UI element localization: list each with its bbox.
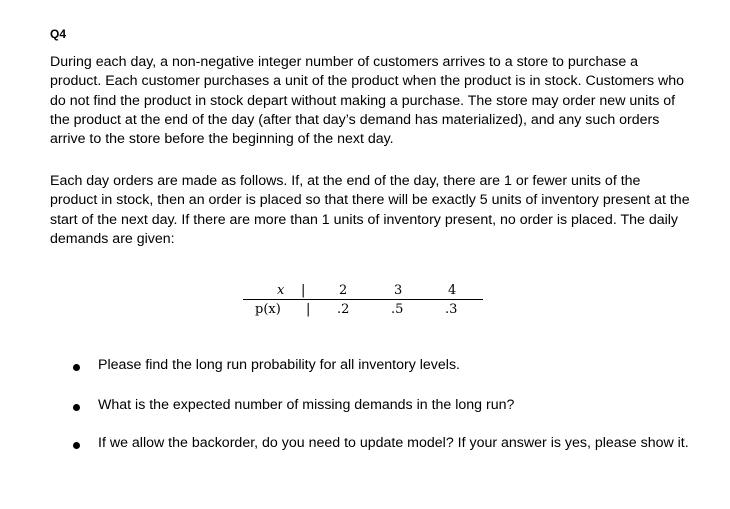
table-rule — [243, 299, 483, 300]
question-item-3: If we allow the backorder, do you need to update model? If your answer is yes, please show it. — [98, 435, 689, 451]
p-value-2: .5 — [391, 302, 404, 317]
demand-distribution-table — [243, 283, 483, 327]
p-row-separator: | — [306, 302, 311, 317]
p-header: p(x) — [255, 302, 281, 317]
problem-paragraph-1: During each day, a non-negative integer number of customers arrives to a store to purchase a product. Each customer purchases a unit of the product when the product is in stock. Customers who do not find the product in stock depart without making a purchase. The store may order new units of the product at the end of the day (after that day’s demand has materialized), and any such orders arrive to the store before the beginning of the next day. — [50, 54, 685, 148]
x-value-3: 4 — [448, 283, 457, 298]
bullet-dot-icon — [73, 404, 80, 411]
bullet-dot-icon — [73, 364, 80, 371]
question-item-1: Please find the long run probability for all inventory levels. — [98, 357, 460, 373]
problem-paragraph-2: Each day orders are made as follows. If, at the end of the day, there are 1 or fewer units of the product in stock, then an order is placed so that there will be exactly 5 units of inventory present at the start of the next day. If there are more than 1 units of inventory present, no order is placed. The daily demands are given: — [50, 173, 690, 247]
x-value-1: 2 — [339, 283, 348, 298]
x-value-2: 3 — [394, 283, 403, 298]
question-item-2: What is the expected number of missing demands in the long run? — [98, 397, 515, 413]
bullet-dot-icon — [73, 442, 80, 449]
p-value-3: .3 — [445, 302, 458, 317]
x-row-separator: | — [301, 283, 306, 298]
question-number: Q4 — [50, 27, 67, 41]
p-value-1: .2 — [337, 302, 350, 317]
x-header: x — [277, 283, 285, 298]
